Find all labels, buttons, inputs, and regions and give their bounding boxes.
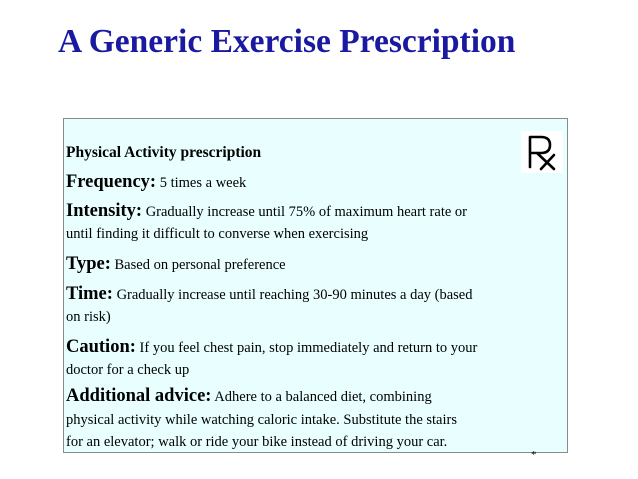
slide-title: A Generic Exercise Prescription [58,23,516,60]
advice-value-1: Adhere to a balanced diet, combining [214,389,432,405]
intensity-label: Intensity: [66,201,143,221]
frequency-value: 5 times a week [159,175,247,191]
time-value-1: Gradually increase until reaching 30-90 minutes a day (based [116,287,473,303]
rx-symbol-icon [521,131,563,173]
frequency-line [66,172,246,194]
prescription-heading: Physical Activity prescription [66,144,262,161]
advice-line-1 [66,386,432,408]
caution-label: Caution: [66,337,136,357]
caution-line-1 [66,337,477,359]
advice-value-3: for an elevator; walk or ride your bike instead of driving your car. [66,434,448,450]
advice-value-2: physical activity while watching caloric intake. Substitute the stairs [66,412,457,428]
intensity-value-2: until finding it difficult to converse when exercising [66,226,369,242]
frequency-label: Frequency: [66,172,157,192]
footnote-mark: * [531,449,537,461]
time-label: Time: [66,284,113,304]
type-label: Type: [66,254,111,274]
time-value-2: on risk) [66,309,111,325]
caution-value-1: If you feel chest pain, stop immediately and return to your [139,340,478,356]
advice-label: Additional advice: [66,386,212,406]
intensity-value-1: Gradually increase until 75% of maximum heart rate or [145,204,467,220]
type-line [66,254,286,276]
intensity-line-1 [66,201,467,223]
time-line-1 [66,284,473,306]
caution-value-2: doctor for a check up [66,362,190,378]
type-value: Based on personal preference [114,257,286,273]
